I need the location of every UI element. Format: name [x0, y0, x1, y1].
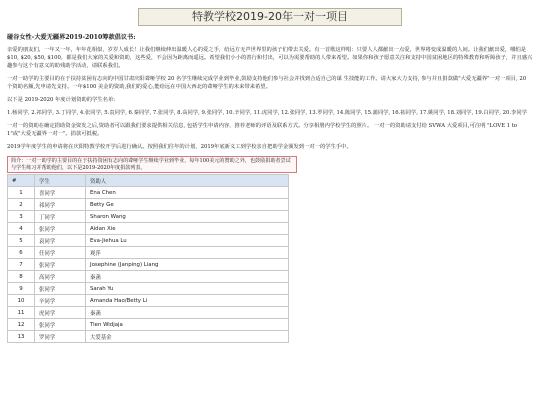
table-row: [8, 331, 289, 343]
table-row: [8, 271, 289, 283]
row-number: 3: [8, 211, 35, 223]
table-row: [8, 307, 289, 319]
table-row: [8, 187, 289, 199]
table-header-row: [8, 175, 289, 187]
table-row: [8, 211, 289, 223]
sponsor-name: Amanda Hao/Betty Li: [86, 295, 289, 307]
student-name: 任同学: [35, 247, 86, 259]
student-name: 罗同学: [35, 331, 86, 343]
sponsor-name: Josephine (Janping) Liang: [86, 259, 289, 271]
table-row: [8, 235, 289, 247]
row-number: 11: [8, 307, 35, 319]
table-row: [8, 259, 289, 271]
row-number: 9: [8, 283, 35, 295]
row-number: 8: [8, 271, 35, 283]
student-name: 辛同学: [35, 295, 86, 307]
sponsor-table: [7, 174, 289, 343]
sponsor-name: 观萍: [86, 247, 289, 259]
sponsor-name: Eva-Jiehua Lu: [86, 235, 289, 247]
sponsor-name: Aidan Xie: [86, 223, 289, 235]
student-name: 张同学: [35, 259, 86, 271]
table-row: [8, 199, 289, 211]
page-title: 特教学校2019-20年一对一项目: [138, 8, 402, 26]
sponsor-name: 秦菡: [86, 271, 289, 283]
student-name: 袁同学: [35, 235, 86, 247]
row-number: 7: [8, 259, 35, 271]
table-body: [8, 187, 289, 343]
row-number: 13: [8, 331, 35, 343]
student-name: 虎同学: [35, 307, 86, 319]
row-number: 6: [8, 247, 35, 259]
sponsor-name: Sarah Yu: [86, 283, 289, 295]
row-number: 5: [8, 235, 35, 247]
row-number: 10: [8, 295, 35, 307]
notice-box: 简介：一对一助学的主要目的在于扶持资困有志向的聋哑学生继续学业到毕业，每年100美元的赞助之外，也鼓励捐助者尝试与学生练习并帮助他们，以下是2019-2020年度捐款列表。: [7, 156, 297, 173]
row-number: 4: [8, 223, 35, 235]
student-name: 张同学: [35, 319, 86, 331]
sponsor-name: Ena Chen: [86, 187, 289, 199]
sponsor-name: 秦菡: [86, 307, 289, 319]
table-row: [8, 295, 289, 307]
student-name: 高同学: [35, 271, 86, 283]
paragraph-list-heading: 以下是 2019-2020 年度计划资助的学生名单:: [7, 97, 116, 103]
sponsor-name: Tien Widjaja: [86, 319, 289, 331]
header-sponsor: 资助人: [86, 175, 289, 187]
table-row: [8, 283, 289, 295]
paragraph-donation-info: 一对一的资助在确定捐助资金资发之后,资助者可以跟我们要求提供相关信息, 包括学生申请内容，推荐老师的评语及联系方式。分享相册内学校学生的照片。 一对一的资助请支付给 SVWA 大爱项目,可注明 "LOVE 1 to 1"或"大爱无疆界一对一"。捐款可抵税。: [7, 123, 518, 137]
row-number: 1: [8, 187, 35, 199]
student-name: 祁同学: [35, 199, 86, 211]
student-name: 喜同学: [35, 187, 86, 199]
row-number: 12: [8, 319, 35, 331]
header-number: #: [8, 175, 35, 187]
student-name: 张同学: [35, 223, 86, 235]
table-row: [8, 319, 289, 331]
table-row: [8, 247, 289, 259]
table-row: [8, 223, 289, 235]
row-number: 2: [8, 199, 35, 211]
sponsor-name: Betty Ge: [86, 199, 289, 211]
paragraph-purpose: 一对一助学的主要目的在于扶持贫困有志向的中国甘肃庆阳聋哑学校 20 名学生继续完成学业到毕业,鼓励支持他们参与社会并找到合适自己的谋 生技能的工作。请大家大力支持, 参与并且捐款做"大爱无疆界"一对一项目, 20 个资助名额,先申请先支持。一年$100 美金的资助,我们的爱心,能给远在中国大西北的聋哑学生的未来带来希望。: [7, 76, 527, 90]
paragraph-schedule: 2019学年度学生的申请将在庆阳特教学校开学后进行确认。按照我们往年的计划，2019年底新义工到学校亲自把助学金颁发到一对一的学生手中。: [7, 144, 352, 150]
sponsor-name: Sharon Wang: [86, 211, 289, 223]
student-name: 丁同学: [35, 211, 86, 223]
letter-heading: 碰谷女性-大爱无疆界2019-2010筹款倡议书:: [7, 34, 136, 41]
header-student: 学生: [35, 175, 86, 187]
paragraph-intro: 亲爱的朋友们，一年又一年，年年花相似，岁岁人成长！让我们继续伸出温暖人心的爱之手，给远方无声世界里的孩子们带去关爱。有一首歌这样唱：只要人人都献出一点爱，世界将变成温暖的人间。让我们献出爱，哪怕是$10, $20, $50, $100，都是我们大家的关爱和资助，这些爱，不会因为距离而遥远。希望我们小小的善行和付出，可以为需要帮助的人带来希望。如果你和孩子愿意关注和支持中国贫困地区的特殊教育和听障孩子，并且感兴趣参与这个有意义的助残助学活动，请联系我们。: [7, 47, 533, 69]
sponsor-name: 大爱基金: [86, 331, 289, 343]
paragraph-student-list: 1.杨同学, 2.祁同学, 3.丁同学, 4.张同学, 5.袁同学, 6.秦同学, 7.张同学, 8.高同学, 9.张同学, 10.辛同学, 11.虎同学, 12.张同学, 13.罗同学, 14.陈同学, 15.蒲同学, 16.拓同学, 17.姚同学, 18.刘同学, 19.白同学, 20.李同学: [7, 110, 527, 116]
student-name: 张同学: [35, 283, 86, 295]
